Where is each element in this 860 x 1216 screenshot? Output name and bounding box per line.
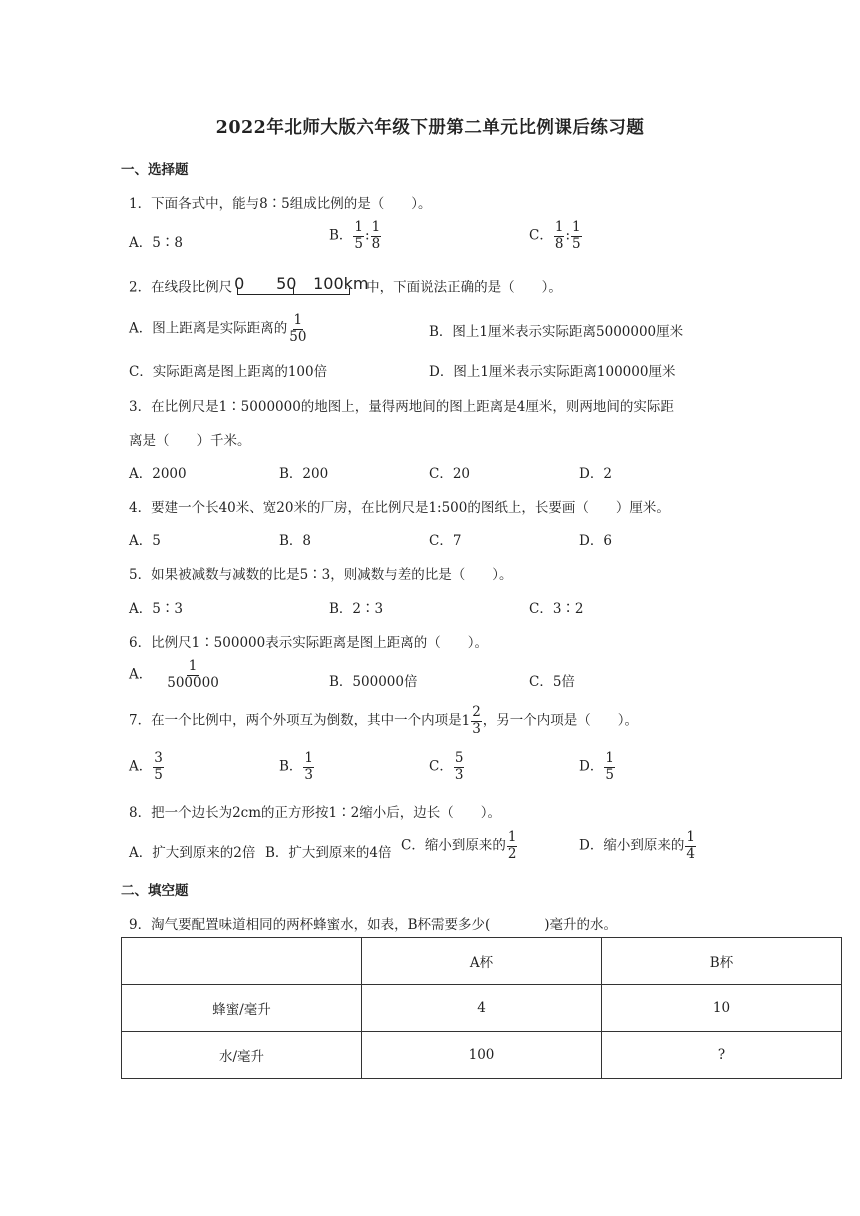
- table-row: [122, 1032, 842, 1079]
- stem-text: 2．在线段比例尺: [129, 279, 233, 296]
- question-4-option-c[interactable]: C．7: [429, 533, 462, 549]
- table-header-row: [122, 938, 842, 985]
- question-7-option-d[interactable]: [579, 751, 616, 783]
- fraction: $\frac{1}{500000}$: [167, 658, 219, 691]
- question-7-option-b[interactable]: [279, 751, 315, 783]
- question-3-stem-line1: 3．在比例尺是1∶5000000的地图上，量得两地间的图上距离是4厘米，则两地间的实际距: [129, 399, 674, 415]
- fraction: $\frac{1}{8}$: [554, 219, 564, 252]
- option-label: C．: [529, 227, 553, 244]
- scale-bar-diagram: [234, 274, 369, 302]
- fraction: $\frac{5}{3}$: [454, 750, 464, 783]
- question-4-option-d[interactable]: D．6: [579, 533, 612, 549]
- question-3-option-a[interactable]: A．2000: [129, 466, 187, 482]
- question-2-option-b[interactable]: B．图上1厘米表示实际距离5000000厘米: [429, 324, 684, 340]
- scale-label: 50: [276, 274, 297, 293]
- table-cell: ?: [602, 1032, 842, 1079]
- question-4-option-b[interactable]: B．8: [279, 533, 312, 549]
- question-8-option-a[interactable]: A．扩大到原来的2倍: [129, 845, 256, 861]
- option-label: A．: [129, 666, 153, 683]
- table-header-cell: B杯: [602, 938, 842, 985]
- table-cell: 100: [362, 1032, 602, 1079]
- table-cell: 4: [362, 985, 602, 1032]
- option-label: B．: [329, 227, 353, 244]
- fraction: $\frac{1}{5}$: [572, 219, 581, 252]
- option-text: C．缩小到原来的: [401, 837, 506, 854]
- question-8-option-b[interactable]: B．扩大到原来的4倍: [265, 845, 392, 861]
- fraction: $\frac{1}{3}$: [304, 750, 314, 783]
- table-row: [122, 985, 842, 1032]
- fraction: $\frac{1}{4}$: [686, 829, 695, 862]
- option-text: D．缩小到原来的: [579, 837, 685, 854]
- question-6-option-b[interactable]: B．500000倍: [329, 674, 418, 690]
- question-2-option-d[interactable]: D．图上1厘米表示实际距离100000厘米: [429, 364, 676, 380]
- question-4-option-a[interactable]: A．5: [129, 533, 161, 549]
- question-1-stem: 1．下面各式中，能与8∶5组成比例的是（ ）。: [129, 196, 432, 212]
- option-label: A．: [129, 758, 153, 775]
- question-3-option-b[interactable]: B．200: [279, 466, 329, 482]
- fraction: $\frac{1}{2}$: [507, 829, 517, 862]
- mixed-number: 1 $\frac{2}{3}$: [461, 704, 481, 737]
- question-3-option-c[interactable]: C．20: [429, 466, 471, 482]
- table-cell: 蜂蜜/毫升: [122, 985, 362, 1032]
- question-3-stem-line2: 离是（ ）千米。: [129, 433, 251, 449]
- question-5-option-c[interactable]: C．3∶2: [529, 601, 584, 617]
- table-cell: 水/毫升: [122, 1032, 362, 1079]
- question-7-stem: [129, 705, 638, 737]
- question-1-option-a[interactable]: A．5∶8: [129, 235, 183, 251]
- option-label: D．: [579, 758, 604, 775]
- question-2-option-a[interactable]: [129, 313, 308, 345]
- question-6-stem: 6．比例尺1∶500000表示实际距离是图上距离的（ ）。: [129, 635, 488, 651]
- question-9-stem: 9．淘气要配置味道相同的两杯蜂蜜水，如表，B杯需要多少( )毫升的水。: [129, 917, 618, 933]
- section-heading-choice: 一、选择题: [121, 162, 189, 178]
- stem-text: 中，下面说法正确的是（ ）。: [366, 279, 562, 296]
- scale-label: 100km: [313, 274, 369, 293]
- fraction: $\frac{1}{8}$: [371, 219, 381, 252]
- question-7-option-a[interactable]: [129, 751, 165, 783]
- scale-label: 0: [234, 274, 245, 293]
- question-2-stem: [129, 274, 562, 302]
- honey-water-table: [121, 937, 842, 1079]
- question-6-option-c[interactable]: C．5倍: [529, 674, 575, 690]
- table-cell: 10: [602, 985, 842, 1032]
- question-2-option-c[interactable]: C．实际距离是图上距离的100倍: [129, 364, 328, 380]
- ratio-sign: :: [365, 227, 370, 244]
- question-6-option-a[interactable]: [129, 659, 221, 691]
- option-text: A．图上距离是实际距离的: [129, 320, 288, 337]
- fraction: $\frac{3}{5}$: [154, 750, 163, 783]
- question-5-stem: 5．如果被减数与减数的比是5∶3，则减数与差的比是（ ）。: [129, 567, 513, 583]
- question-5-option-b[interactable]: B．2∶3: [329, 601, 384, 617]
- ratio-sign: :: [565, 227, 570, 244]
- question-8-stem: 8．把一个边长为2cm的正方形按1∶2缩小后，边长（ ）。: [129, 805, 501, 821]
- option-label: B．: [279, 758, 303, 775]
- stem-text: ，另一个内项是（ ）。: [482, 712, 639, 729]
- page-title: 2022年北师大版六年级下册第二单元比例课后练习题: [215, 118, 645, 138]
- fraction: $\frac{1}{5}$: [605, 750, 614, 783]
- stem-text: 7．在一个比例中，两个外项互为倒数，其中一个内项是: [129, 712, 462, 729]
- fraction: $\frac{1}{5}$: [354, 219, 364, 252]
- table-header-cell: A杯: [362, 938, 602, 985]
- table-header-cell: [122, 938, 362, 985]
- question-7-option-c[interactable]: [429, 751, 465, 783]
- question-3-option-d[interactable]: D．2: [579, 466, 612, 482]
- question-1-option-b[interactable]: [329, 220, 382, 252]
- question-4-stem: 4．要建一个长40米、宽20米的厂房，在比例尺是1:500的图纸上，长要画（ ）厘米。: [129, 500, 670, 516]
- option-label: C．: [429, 758, 453, 775]
- question-8-option-d[interactable]: [579, 830, 697, 862]
- fraction: $\frac{1}{50}$: [289, 312, 307, 345]
- section-heading-fill: 二、填空题: [121, 883, 189, 899]
- question-1-option-c[interactable]: [529, 220, 583, 252]
- question-8-option-c[interactable]: [401, 830, 518, 862]
- question-5-option-a[interactable]: A．5∶3: [129, 601, 183, 617]
